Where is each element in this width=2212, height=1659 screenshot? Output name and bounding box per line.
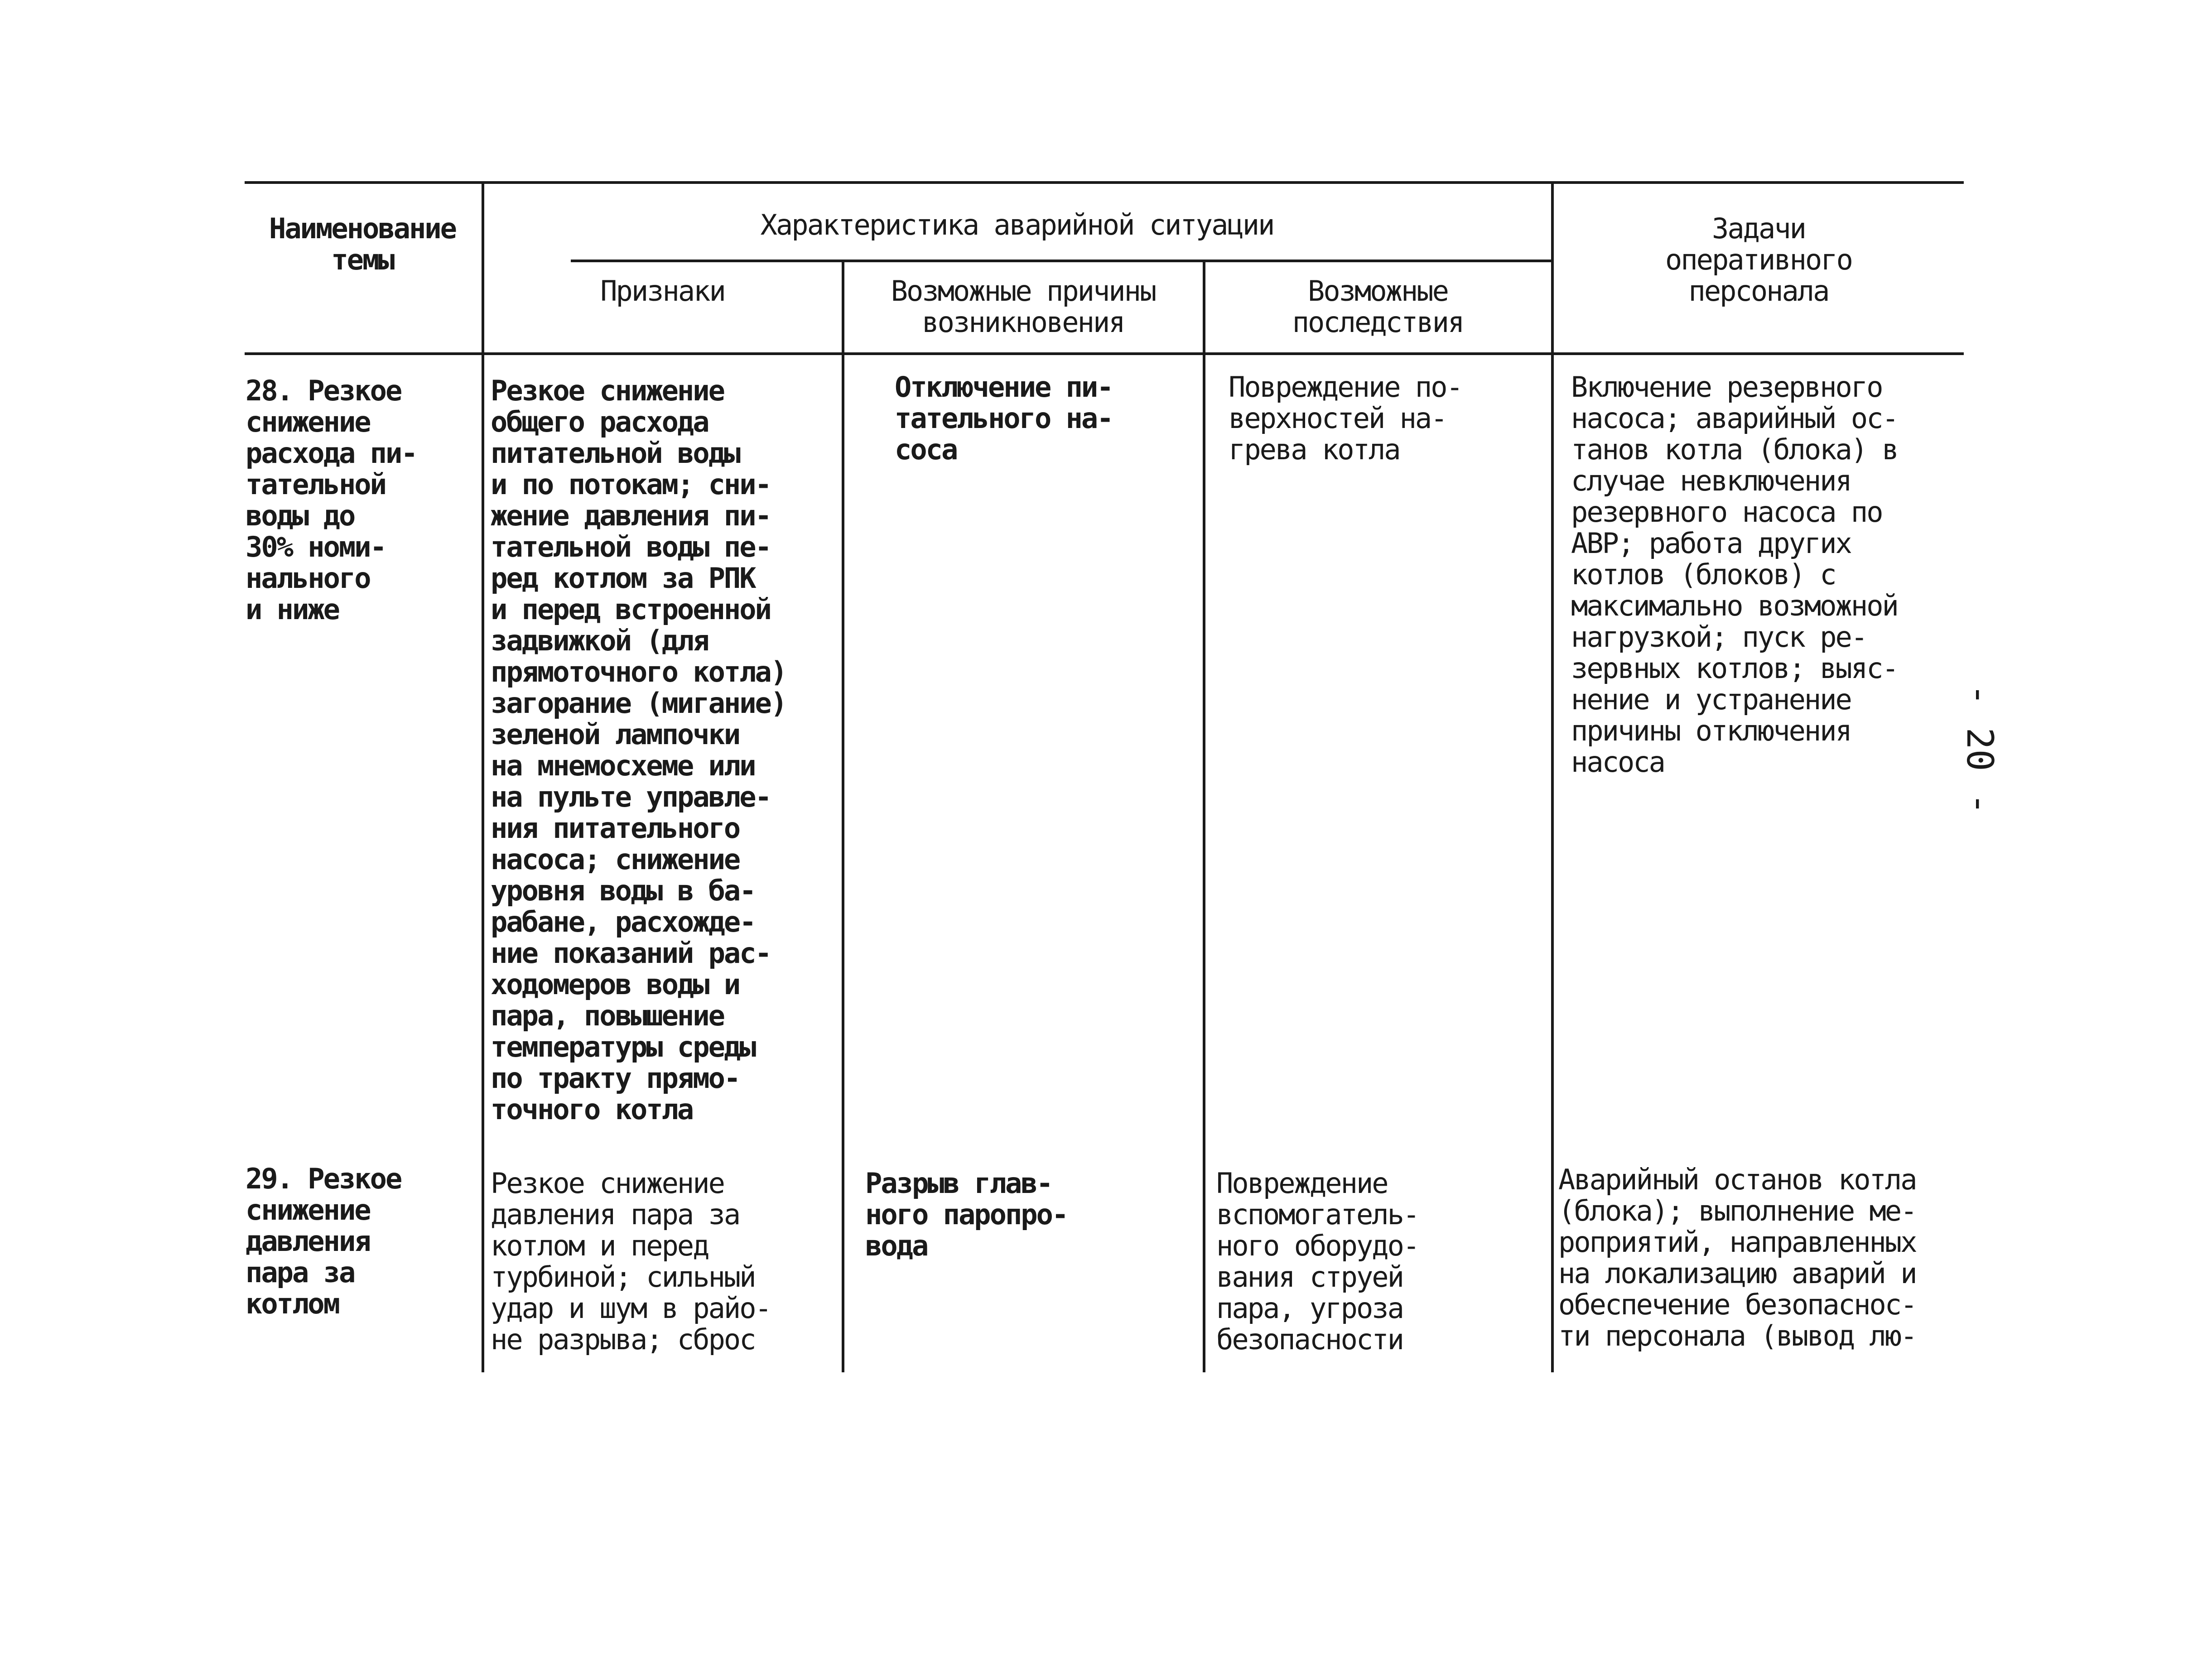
header-characteristic: Характеристика аварийной ситуации <box>760 208 1274 241</box>
column-divider-2 <box>842 261 844 1372</box>
row-28-consequences: Повреждение по- верхностей на- грева котла <box>1229 370 1462 466</box>
header-bottom-rule <box>245 352 1964 355</box>
table-top-rule <box>245 181 1964 184</box>
header-consequences: Возможные последствия <box>1292 274 1464 339</box>
column-divider-4 <box>1551 181 1554 1372</box>
row-29-causes: Разрыв глав- ного паропро- вода <box>865 1167 1068 1262</box>
row-29-topic: 29. Резкое снижение давления пара за котлом <box>246 1162 401 1320</box>
row-28-tasks: Включение резервного насоса; аварийный ос- танов котла (блока) в случае невключения резервного насоса по АВР; работа других котлов (блоков) с максимально возможной нагрузкой; пуск ре- зервных котлов; выяс- нение и устранение причины отключения насоса <box>1571 370 1898 779</box>
header-topic: Наименование темы <box>269 212 456 276</box>
row-28-causes: Отключение пи- тательного на- соса <box>895 370 1113 466</box>
column-divider-1 <box>482 181 484 1372</box>
header-group-rule <box>571 260 1554 262</box>
column-divider-3 <box>1203 261 1205 1372</box>
header-signs: Признаки <box>600 274 725 308</box>
header-tasks: Задачи оперативного персонала <box>1665 212 1852 308</box>
row-28-signs: Резкое снижение общего расхода питательной воды и по потокам; сни- жение давления пи- тательной воды пе- ред котлом за РПК и перед встроенной задвижкой (для прямоточного котла) загорание (мигание) зеленой лампочки на мнемосхеме или на пульте управле- ния питательного насоса; снижение уровня воды в ба- рабане, расхожде- ние показаний рас- ходомеров воды и пара, повышение температуры среды по тракту прямо- точного котла <box>491 374 786 1126</box>
header-causes: Возможные причины возникновения <box>891 274 1156 339</box>
row-28-topic: 28. Резкое снижение расхода пи- тательной воды до 30% номи- нального и ниже <box>246 374 417 626</box>
row-29-consequences: Повреждение вспомогатель- ного оборудо- вания струей пара, угроза безопасности <box>1216 1167 1419 1356</box>
row-29-signs: Резкое снижение давления пара за котлом и перед турбиной; сильный удар и шум в райо- не разрыва; сброс <box>491 1167 771 1356</box>
row-29-tasks: Аварийный останов котла (блока); выполнение ме- роприятий, направленных на локализацию аварий и обеспечение безопаснос- ти персонала (вывод лю- <box>1558 1163 1916 1352</box>
page-number: - 20 - <box>1959 684 2001 815</box>
